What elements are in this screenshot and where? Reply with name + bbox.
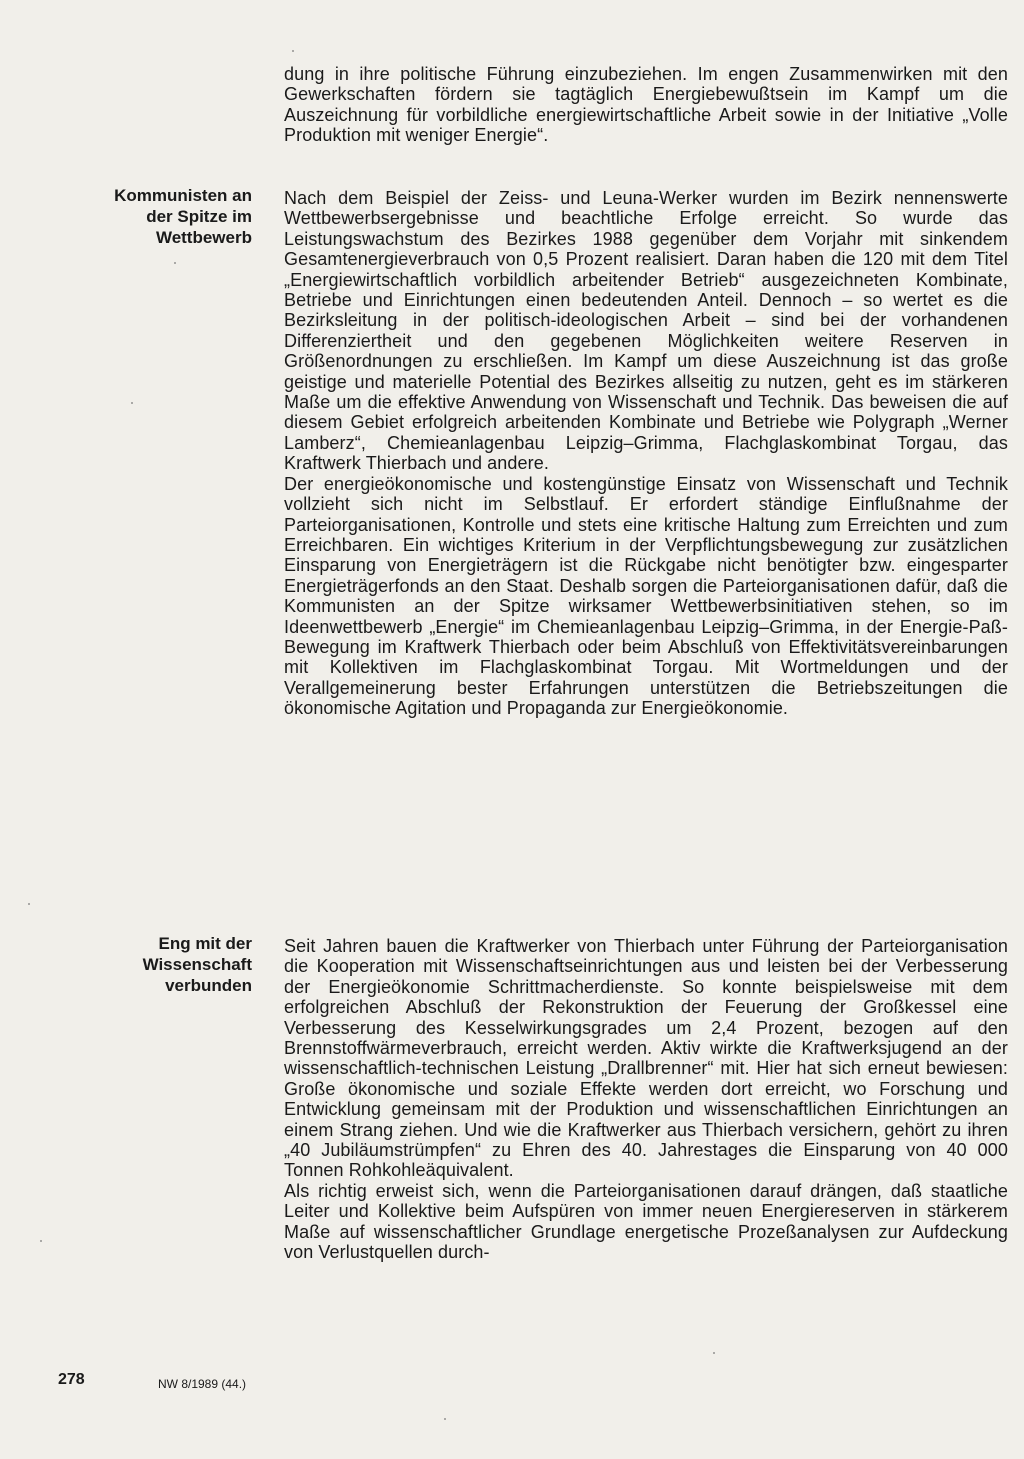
scan-speck (174, 262, 176, 264)
body-paragraph: Als richtig erweist sich, wenn die Parteiorganisationen darauf drängen, daß staatliche Leiter und Kollektive beim Aufspüren von immer neuen Energiereserven in stärkerem Maße auf wissenschaftlicher Grundlage energetische Prozeßanalysen zur Aufdeckung von Verlustquellen durch- (284, 1180, 1008, 1263)
body-paragraph: Seit Jahren bauen die Kraftwerker von Thierbach unter Führung der Parteiorganisation die Kooperation mit Wissenschaftseinrichtungen aus und leisten bei der Verbesserung der Energieökonomie Schrittmacherdienste. So konnte beispielsweise mit dem erfolgreichen Abschluß der Rekonstruktion der Feuerung der Großkessel eine Verbesserung des Kesselwirkungsgrades um 2,4 Prozent, bezogen auf den Brennstoffwärmeverbrauch, erreicht werden. Aktiv wirkte die Kraftwerksjugend an der wissenschaftlich-technischen Leistung „Drallbrenner“ mit. Hier hat sich erneut bewiesen: Große ökonomische und soziale Effekte werden dort erreicht, wo Forschung und Entwicklung gemeinsam mit der Produktion und wissenschaftlichen Einrichtungen an einem Strang ziehen. Und wie die Kraftwerker aus Thierbach versichern, gehört zu ihren „40 Jubiläumstrümpfen“ zu Ehren des 40. Jahrestages die Einsparung von 40 000 Tonnen Rohkohleäquivalent. (284, 936, 1008, 1181)
section-body-wissenschaft (284, 936, 1008, 1263)
continuation-paragraph: dung in ihre politische Führung einzubeziehen. Im engen Zusammenwirken mit den Gewerkschaften fördern sie tagtäglich Energiebewußtsein im Kampf um die Auszeichnung für vorbildliche energiewirtschaftliche Arbeit sowie in der Initiative „Volle Produktion mit weniger Energie“. (284, 64, 1008, 146)
section-heading-wissenschaft: Eng mit der Wissenschaft verbunden (142, 934, 252, 995)
section-body-kommunisten (284, 188, 1008, 719)
scan-speck (292, 50, 294, 52)
scan-speck (444, 1418, 446, 1420)
continuation-block (284, 64, 1008, 146)
body-paragraph: Der energieökonomische und kostengünstige Einsatz von Wissenschaft und Technik vollzieht sich nicht im Selbstlauf. Er erfordert ständige Einflußnahme der Parteiorganisationen, Kontrolle und stets eine kritische Haltung zum Erreichten und zum Erreichbaren. Ein wichtiges Kriterium in der Verpflichtungsbewegung zur zusätzlichen Einsparung von Energieträgern ist die Rückgabe nicht benötigter bzw. eingesparter Energieträgerfonds an den Staat. Deshalb sorgen die Parteiorganisationen dafür, daß die Kommunisten an der Spitze wirksamer Wettbewerbsinitiativen stehen, so im Ideenwettbewerb „Energie“ im Chemieanlagenbau Leipzig–Grimma, in der Energie-Paß-Bewegung im Kraftwerk Thierbach oder beim Abschluß von Effektivitätsvereinbarungen mit Kollektiven im Flachglaskombinat Torgau. Mit Wortmeldungen und der Verallgemeinerung bester Erfahrungen unterstützen die Betriebszeitungen die ökonomische Agitation und Propaganda zur Energieökonomie. (284, 473, 1008, 719)
scan-speck (40, 1240, 42, 1242)
issue-reference: NW 8/1989 (44.) (158, 1377, 247, 1391)
body-paragraph: Nach dem Beispiel der Zeiss- und Leuna-Werker wurden im Bezirk nennenswerte Wettbewerbsergebnisse und beachtliche Erfolge erreicht. So wurde das Leistungswachstum des Bezirkes 1988 gegenüber dem Vorjahr mit sinkendem Gesamtenergieverbrauch von 0,5 Prozent realisiert. Daran haben die 120 mit dem Titel „Energiewirtschaftlich vorbildlich arbeitender Betrieb“ ausgezeichneten Kombinate, Betriebe und Einrichtungen einen bedeutenden Anteil. Dennoch – so wertet es die Bezirksleitung in der politisch-ideologischen Arbeit – sind bei der vorhandenen Differenziertheit und den gegebenen Möglichkeiten weitere Reserven in Größenordnungen zu erschließen. Im Kampf um diese Auszeichnung ist das große geistige und materielle Potential des Bezirkes allseitig zu nutzen, geht es im stärkeren Maße um die effektive Anwendung von Wissenschaft und Technik. Das beweisen die auf diesem Gebiet erfolgreich arbeitenden Kombinate und Betriebe wie Polygraph „Werner Lamberz“, Chemieanlagenbau Leipzig–Grimma, Flachglaskombinat Torgau, das Kraftwerk Thierbach und andere. (284, 188, 1008, 474)
scan-speck (131, 402, 133, 404)
scan-speck (28, 903, 30, 905)
scan-speck (713, 1352, 715, 1354)
section-heading-kommunisten: Kommunisten an der Spitze im Wettbewerb (114, 186, 252, 247)
page-number: 278 (58, 1371, 85, 1388)
